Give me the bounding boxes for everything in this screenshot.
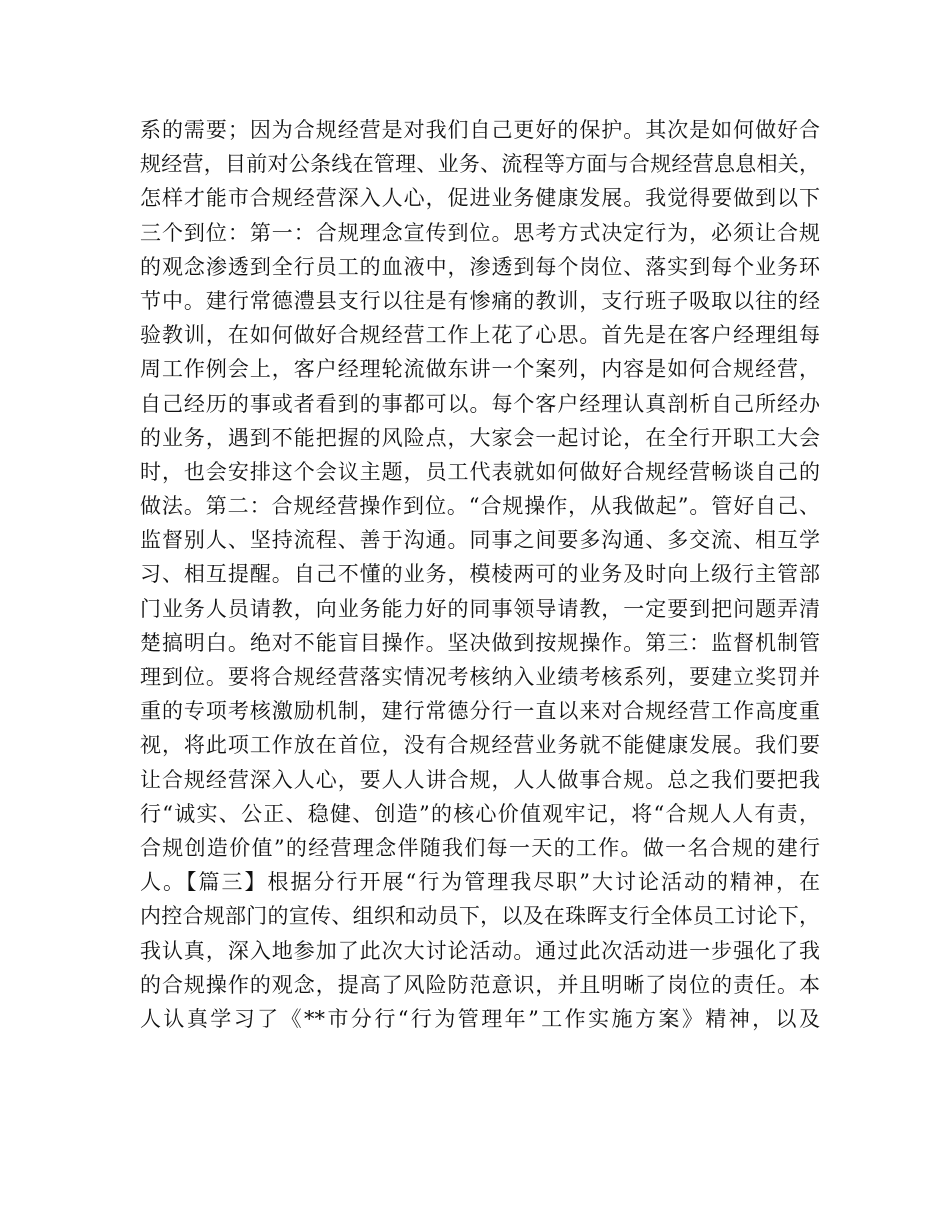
text-line: 周工作例会上，客户经理轮流做东讲一个案列，内容是如何合规经营，	[140, 357, 820, 382]
text-line: 规经营，目前对公条线在管理、业务、流程等方面与合规经营息息相关，	[140, 152, 820, 177]
text-line: 监督别人、坚持流程、善于沟通。同事之间要多沟通、多交流、相互学	[140, 528, 820, 553]
text-line: 人。【篇三】根据分行开展“行为管理我尽职”大讨论活动的精神，在	[140, 870, 820, 895]
text-line: 行“诚实、公正、稳健、创造”的核心价值观牢记，将“合规人人有责，	[140, 801, 820, 826]
text-line: 内控合规部门的宣传、组织和动员下，以及在珠晖支行全体员工讨论下，	[140, 904, 820, 929]
text-line: 的业务，遇到不能把握的风险点，大家会一起讨论，在全行开职工大会	[140, 425, 820, 450]
text-line: 验教训，在如何做好合规经营工作上花了心思。首先是在客户经理组每	[140, 323, 820, 348]
text-line: 让合规经营深入人心，要人人讲合规，人人做事合规。总之我们要把我	[140, 767, 820, 792]
text-line: 门业务人员请教，向业务能力好的同事领导请教，一定要到把问题弄清	[140, 596, 820, 621]
text-line: 合规创造价值”的经营理念伴随我们每一天的工作。做一名合规的建行	[140, 835, 820, 860]
text-line: 系的需要；因为合规经营是对我们自己更好的保护。其次是如何做好合	[140, 118, 820, 142]
text-line: 理到位。要将合规经营落实情况考核纳入业绩考核系列，要建立奖罚并	[140, 665, 820, 689]
text-line: 怎样才能市合规经营深入人心，促进业务健康发展。我觉得要做到以下	[140, 186, 820, 211]
text-line: 视，将此项工作放在首位，没有合规经营业务就不能健康发展。我们要	[140, 733, 820, 758]
text-line: 的观念渗透到全行员工的血液中，渗透到每个岗位、落实到每个业务环	[140, 254, 820, 279]
text-line: 三个到位：第一：合规理念宣传到位。思考方式决定行为，必须让合规	[140, 220, 820, 245]
text-line: 节中。建行常德澧县支行以往是有惨痛的教训，支行班子吸取以往的经	[140, 288, 820, 313]
text-line: 自己经历的事或者看到的事都可以。每个客户经理认真剖析自己所经办	[140, 391, 820, 416]
text-line: 重的专项考核激励机制，建行常德分行一直以来对合规经营工作高度重	[140, 699, 820, 724]
text-line: 习、相互提醒。自己不懂的业务，模棱两可的业务及时向上级行主管部	[140, 562, 820, 587]
body-text	[140, 113, 820, 1036]
text-line: 人认真学习了《**市分行“行为管理年”工作实施方案》精神，以及	[140, 1006, 820, 1031]
text-line: 我认真，深入地参加了此次大讨论活动。通过此次活动进一步强化了我	[140, 938, 820, 963]
text-line: 的合规操作的观念，提高了风险防范意识，并且明晰了岗位的责任。本	[140, 972, 820, 997]
text-line: 楚搞明白。绝对不能盲目操作。坚决做到按规操作。第三：监督机制管	[140, 630, 820, 655]
text-line: 做法。第二：合规经营操作到位。“合规操作，从我做起”。管好自己、	[140, 494, 820, 519]
text-line: 时，也会安排这个会议主题，员工代表就如何做好合规经营畅谈自己的	[140, 459, 820, 484]
